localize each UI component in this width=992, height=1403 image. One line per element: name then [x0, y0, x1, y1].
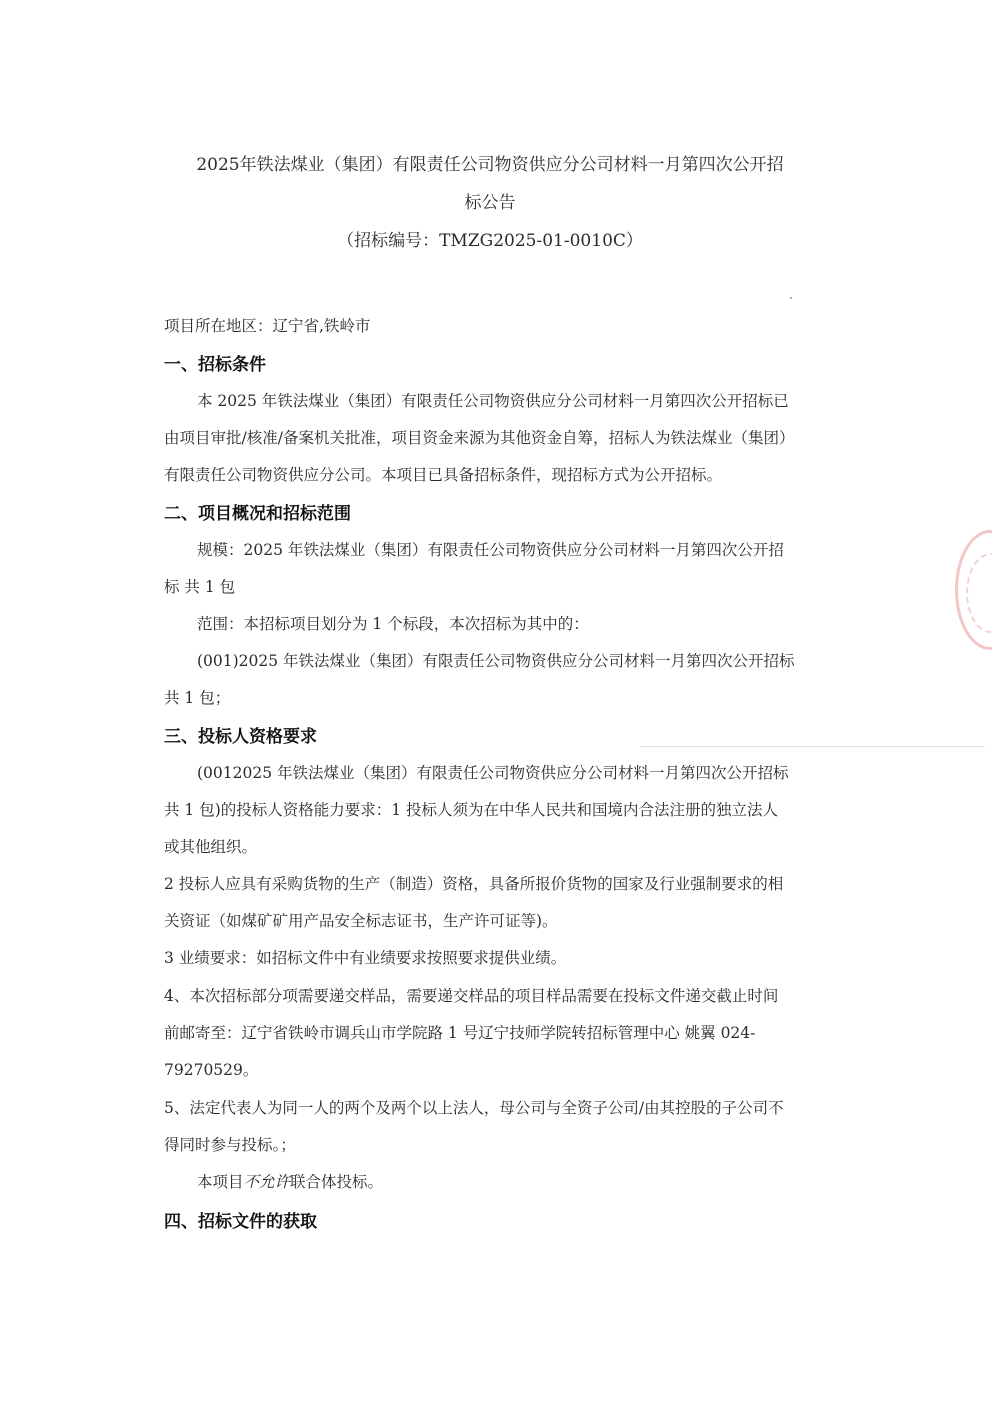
consortium-line [197, 1170, 383, 1192]
seal-stamp [955, 530, 992, 650]
qualification-line: 关资证（如煤矿矿用产品安全标志证书，生产许可证等)。 [164, 912, 558, 930]
consortium-suffix: 联合体投标。 [290, 1173, 384, 1191]
section-3-heading: 三、投标人资格要求 [164, 727, 317, 747]
document-title-line-1: 2025年铁法煤业（集团）有限责任公司物资供应分公司材料一月第四次公开招 [196, 155, 784, 175]
qualification-line: 前邮寄至：辽宁省铁岭市调兵山市学院路 1 号辽宁技师学院转招标管理中心 姚翼 024- [164, 1024, 756, 1042]
scan-artifact-line [640, 746, 985, 747]
qualification-line: 或其他组织。 [164, 838, 258, 856]
section-1-line: 由项目审批/核准/备案机关批准，项目资金来源为其他资金自筹，招标人为铁法煤业（集团） [164, 429, 795, 447]
qualification-line: (0012025 年铁法煤业（集团）有限责任公司物资供应分公司材料一月第四次公开招标 [197, 764, 789, 782]
qualification-line: 共 1 包)的投标人资格能力要求：1 投标人须为在中华人民共和国境内合法注册的独立法人 [164, 801, 779, 819]
qualification-line: 4、本次招标部分项需要递交样品，需要递交样品的项目样品需要在投标文件递交截止时间 [164, 987, 779, 1005]
seal-stamp-inner-ring [966, 553, 992, 633]
package-line-2: 共 1 包； [164, 689, 231, 707]
consortium-prefix: 本项目 [197, 1173, 244, 1191]
section-1-line: 本 2025 年铁法煤业（集团）有限责任公司物资供应分公司材料一月第四次公开招标已 [197, 392, 789, 410]
qualification-line: 2 投标人应具有采购货物的生产（制造）资格，具备所报价货物的国家及行业强制要求的相 [164, 875, 784, 893]
qualification-line: 79270529。 [164, 1061, 259, 1079]
bid-number: （招标编号：TMZG2025-01-0010C） [337, 231, 643, 251]
qualification-line: 得同时参与投标。； [164, 1136, 296, 1154]
qualification-line: 3 业绩要求：如招标文件中有业绩要求按照要求提供业绩。 [164, 949, 567, 967]
consortium-not-allowed: 不允许 [243, 1173, 291, 1191]
section-1-line: 有限责任公司物资供应分公司。本项目已具备招标条件，现招标方式为公开招标。 [164, 466, 723, 484]
scale-line-2: 标 共 1 包 [164, 578, 236, 596]
section-2-heading: 二、项目概况和招标范围 [164, 504, 351, 524]
section-1-heading: 一、招标条件 [164, 355, 266, 375]
document-title-line-2: 标公告 [464, 193, 516, 213]
section-4-heading: 四、招标文件的获取 [164, 1212, 317, 1232]
scale-line-1: 规模：2025 年铁法煤业（集团）有限责任公司物资供应分公司材料一月第四次公开招 [197, 541, 784, 559]
scan-speck [790, 297, 792, 299]
scope-line: 范围：本招标项目划分为 1 个标段，本次招标为其中的： [197, 615, 589, 633]
project-region: 项目所在地区：辽宁省,铁岭市 [164, 317, 371, 335]
qualification-line: 5、法定代表人为同一人的两个及两个以上法人，母公司与全资子公司/由其控股的子公司不 [164, 1099, 784, 1117]
package-line-1: (001)2025 年铁法煤业（集团）有限责任公司物资供应分公司材料一月第四次公开招标 [197, 652, 795, 670]
